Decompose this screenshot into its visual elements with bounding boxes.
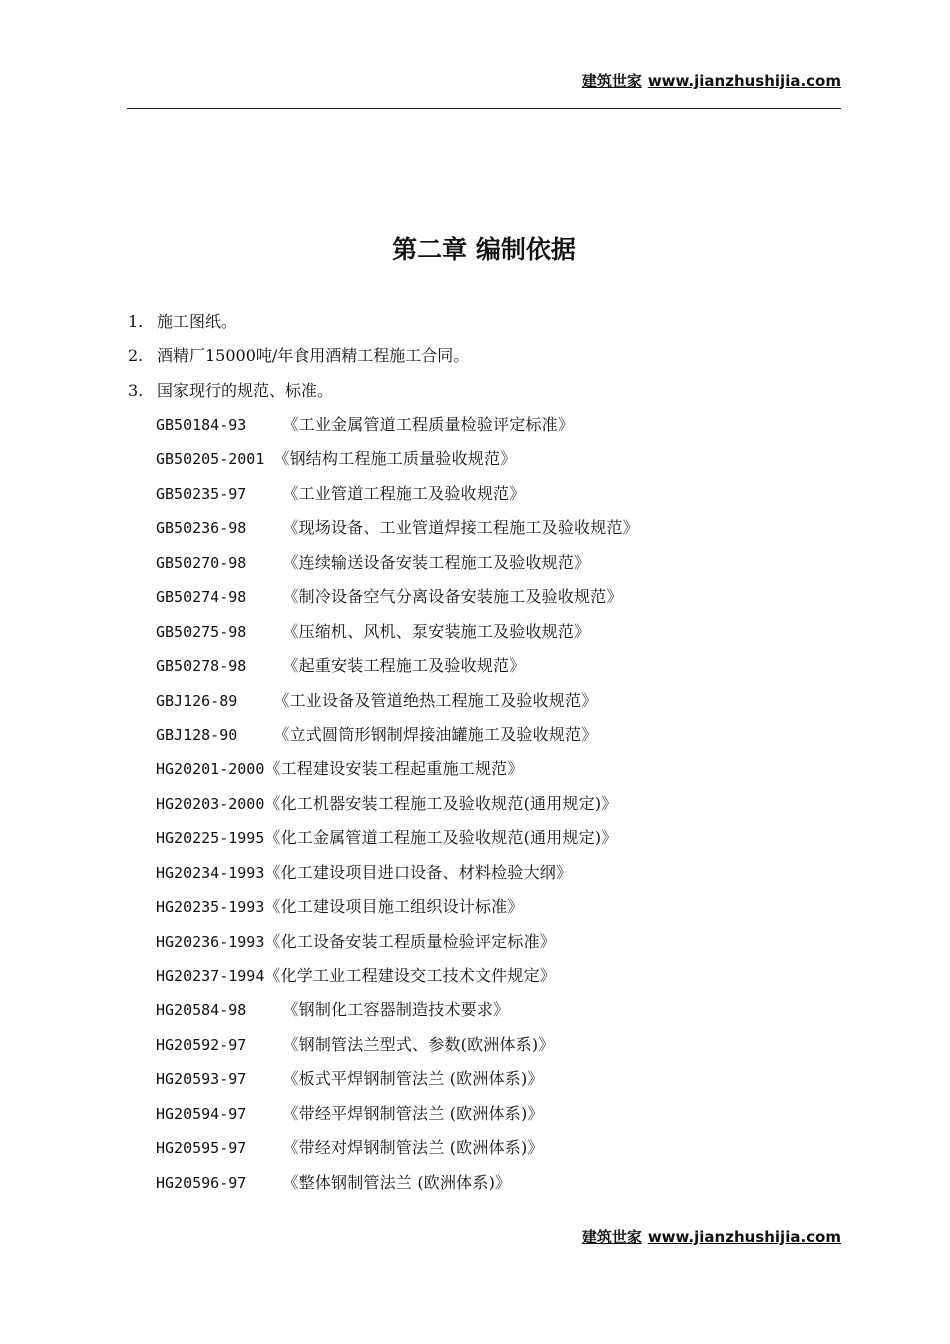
standard-code: GB50205-2001 <box>156 450 274 469</box>
standard-row <box>156 860 639 894</box>
standard-code: HG20201-2000 <box>156 760 265 779</box>
header-brand-name: 建筑世家 <box>581 72 642 90</box>
header-brand-url[interactable]: www.jianzhushijia.com <box>647 72 841 90</box>
standard-code: GB50184-93 <box>156 416 283 434</box>
standard-code: HG20235-1993 <box>156 898 265 917</box>
standard-code: HG20584-98 <box>156 1001 283 1020</box>
standard-row <box>156 481 639 515</box>
standard-row <box>156 894 639 928</box>
standard-name: 《起重安装工程施工及验收规范》 <box>282 656 526 676</box>
standard-code: GB50275-98 <box>156 622 283 641</box>
basis-list <box>128 309 469 412</box>
footer-brand <box>582 1226 841 1247</box>
standard-name: 《化工金属管道工程施工及验收规范(通用规定)》 <box>264 828 618 848</box>
standard-row <box>156 550 639 584</box>
standard-name: 《工程建设安装工程起重施工规范》 <box>264 759 524 779</box>
standard-row <box>156 825 639 859</box>
standard-code: HG20234-1993 <box>156 863 265 882</box>
standard-name: 《带经对焊钢制管法兰 (欧洲体系)》 <box>282 1138 544 1158</box>
standard-code: HG20236-1993 <box>156 932 265 951</box>
standard-row <box>156 584 639 618</box>
standard-name: 《立式圆筒形钢制焊接油罐施工及验收规范》 <box>273 724 598 744</box>
standard-name: 《化工建设项目施工组织设计标准》 <box>264 897 524 917</box>
standard-name: 《化学工业工程建设交工技术文件规定》 <box>264 966 556 985</box>
standard-code: HG20596-97 <box>156 1173 283 1192</box>
standard-name: 《工业金属管道工程质量检验评定标准》 <box>282 415 575 434</box>
list-item <box>128 378 469 412</box>
standard-code: GB50236-98 <box>156 519 283 538</box>
standard-row <box>156 997 639 1031</box>
chapter-title: 第二章 编制依据 <box>392 235 576 264</box>
standard-row <box>156 963 639 997</box>
footer-brand-name: 建筑世家 <box>581 1228 642 1246</box>
item-number: 1. <box>128 312 144 331</box>
standard-code: HG20592-97 <box>156 1035 283 1054</box>
standard-name: 《整体钢制管法兰 (欧洲体系)》 <box>282 1172 512 1192</box>
standard-row <box>156 1101 639 1135</box>
standard-code: HG20595-97 <box>156 1139 283 1158</box>
list-item <box>128 343 469 377</box>
item-text: 酒精厂15000吨/年食用酒精工程施工合同。 <box>157 346 470 366</box>
standard-row <box>156 929 639 963</box>
standard-row <box>156 619 639 653</box>
standard-code: HG20225-1995 <box>156 829 265 848</box>
standard-row <box>156 722 639 756</box>
standard-row <box>156 446 639 480</box>
standard-row <box>156 653 639 687</box>
standard-code: HG20594-97 <box>156 1104 283 1123</box>
standard-row <box>156 1135 639 1169</box>
standard-name: 《化工建设项目进口设备、材料检验大纲》 <box>264 862 573 882</box>
standard-row <box>156 412 639 446</box>
item-text: 国家现行的规范、标准。 <box>157 380 334 400</box>
standard-name: 《制冷设备空气分离设备安装施工及验收规范》 <box>282 587 623 607</box>
standard-name: 《带经平焊钢制管法兰 (欧洲体系)》 <box>282 1103 544 1123</box>
standard-name: 《化工机器安装工程施工及验收规范(通用规定)》 <box>264 793 618 813</box>
standard-row <box>156 756 639 790</box>
standards-list <box>156 412 639 1204</box>
standard-code: GB50274-98 <box>156 588 283 607</box>
header-brand <box>582 70 841 91</box>
standard-row <box>156 1170 639 1204</box>
standard-name: 《连续输送设备安装工程施工及验收规范》 <box>282 552 591 572</box>
header-divider <box>127 108 841 109</box>
standard-code: GB50235-97 <box>156 484 283 503</box>
standard-code: HG20203-2000 <box>156 794 265 813</box>
list-item <box>128 309 469 343</box>
standard-row <box>156 1066 639 1100</box>
standard-code: HG20593-97 <box>156 1070 283 1089</box>
standard-code: GB50270-98 <box>156 553 283 572</box>
standard-name: 《板式平焊钢制管法兰 (欧洲体系)》 <box>282 1069 544 1089</box>
standard-name: 《钢制管法兰型式、参数(欧洲体系)》 <box>282 1034 555 1054</box>
item-text: 施工图纸。 <box>157 312 238 331</box>
standard-name: 《工业设备及管道绝热工程施工及验收规范》 <box>273 690 598 710</box>
standard-row <box>156 515 639 549</box>
standard-row <box>156 1032 639 1066</box>
standard-code: GBJ126-89 <box>156 691 274 710</box>
item-number: 2. <box>128 346 144 366</box>
footer-brand-url[interactable]: www.jianzhushijia.com <box>647 1228 841 1246</box>
standard-name: 《压缩机、风机、泵安装施工及验收规范》 <box>282 621 591 641</box>
standard-name: 《化工设备安装工程质量检验评定标准》 <box>264 931 556 951</box>
standard-name: 《工业管道工程施工及验收规范》 <box>282 483 526 503</box>
standard-code: HG20237-1994 <box>156 967 265 985</box>
standard-row <box>156 791 639 825</box>
standard-code: GB50278-98 <box>156 657 283 676</box>
standard-name: 《现场设备、工业管道焊接工程施工及验收规范》 <box>282 518 639 538</box>
standard-code: GBJ128-90 <box>156 725 274 744</box>
standard-name: 《钢制化工容器制造技术要求》 <box>282 1000 510 1020</box>
standard-name: 《钢结构工程施工质量验收规范》 <box>273 449 517 469</box>
standard-row <box>156 688 639 722</box>
item-number: 3. <box>128 380 144 400</box>
